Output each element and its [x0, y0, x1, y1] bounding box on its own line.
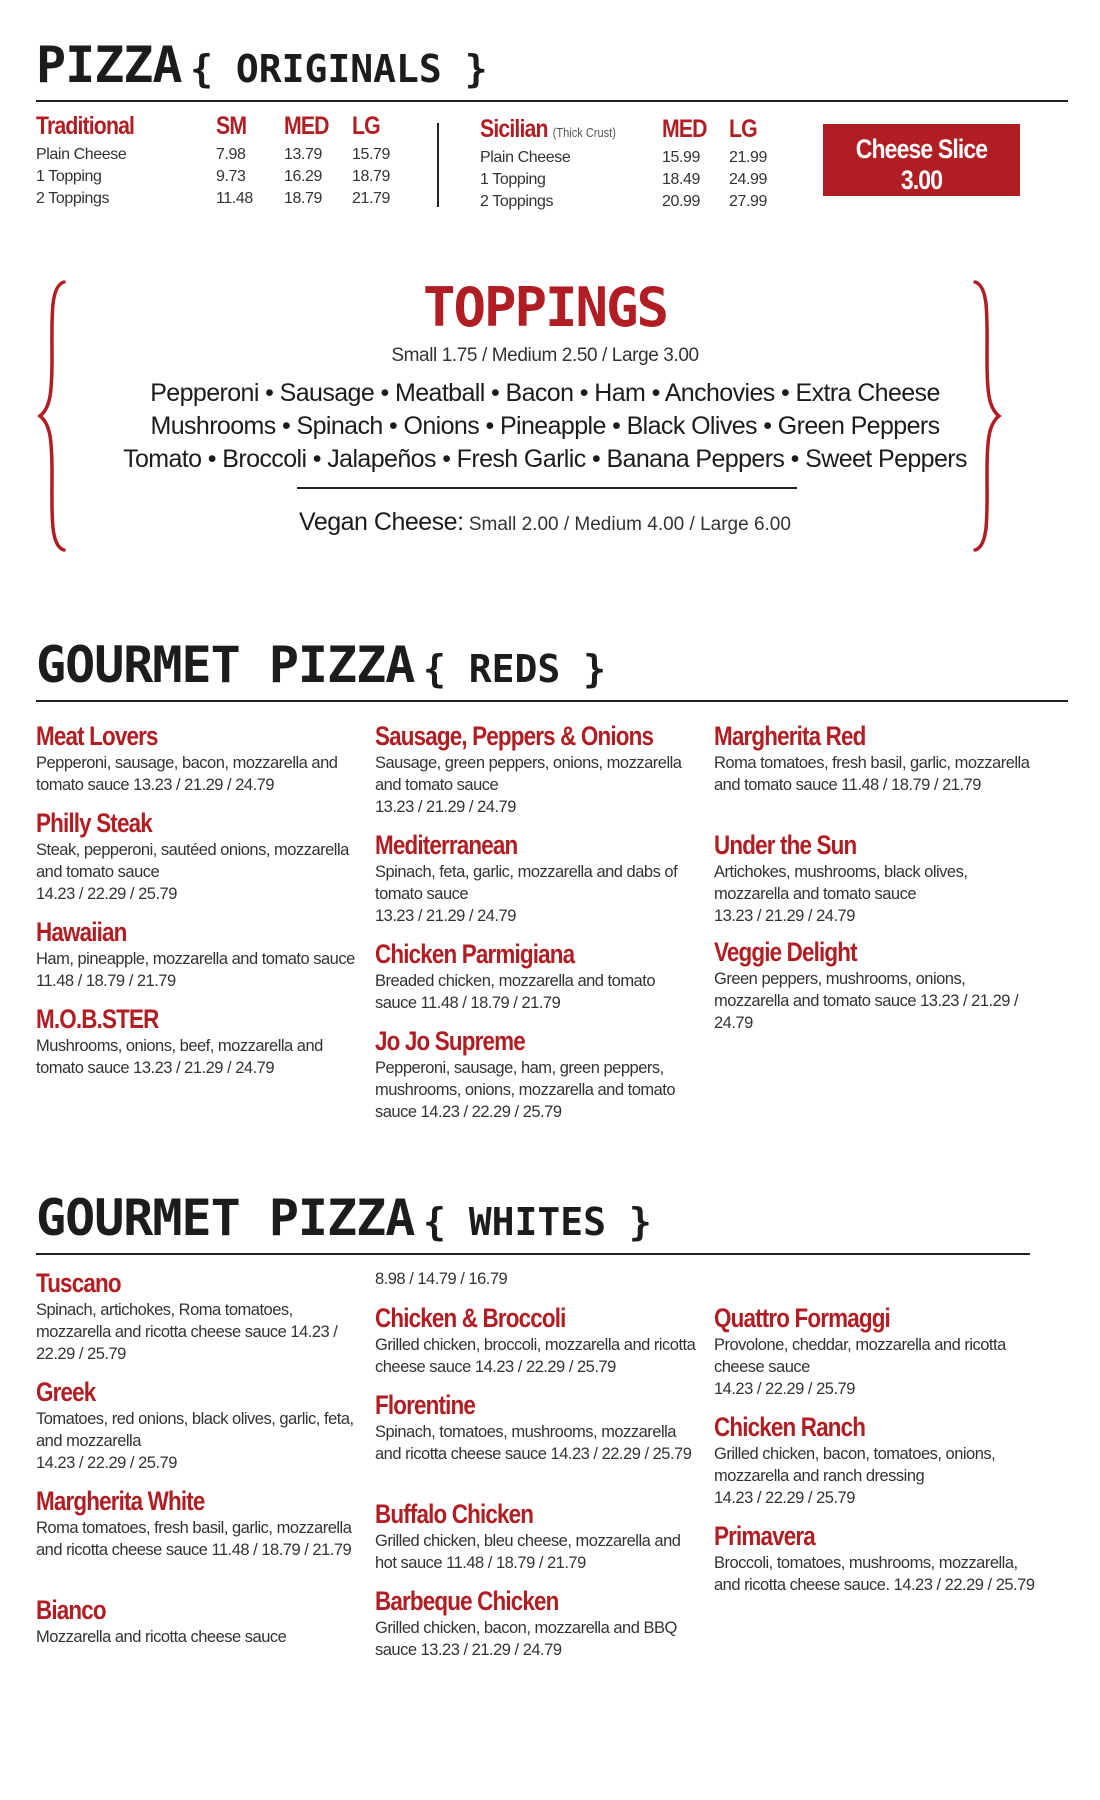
sicilian-price: 21.99	[729, 149, 768, 166]
menu-item	[375, 829, 697, 927]
item-desc: Grilled chicken, broccoli, mozzarella and ricotta cheese sauce 14.23 / 22.29 / 25.79	[375, 1336, 696, 1376]
bianco-price: 8.98 / 14.79 / 16.79	[375, 1270, 508, 1288]
menu-item	[36, 916, 358, 992]
menu-item	[375, 1585, 697, 1661]
traditional-row-name: 2 Toppings	[36, 190, 110, 207]
item-desc: Spinach, feta, garlic, mozzarella and dabs of tomato sauce	[375, 863, 678, 903]
originals-title-sub: { ORIGINALS }	[190, 47, 488, 91]
sicilian-label	[480, 115, 616, 144]
item-desc: Grilled chicken, bacon, mozzarella and BBQ sauce 13.23 / 21.29 / 24.79	[375, 1619, 677, 1659]
item-price: 14.23 / 22.29 / 25.79	[36, 1454, 177, 1472]
traditional-price: 21.79	[352, 190, 391, 207]
item-name: Under the Sun	[714, 830, 857, 860]
traditional-size-lg: LG	[352, 112, 380, 140]
item-name: M.O.B.STER	[36, 1004, 159, 1034]
sicilian-row-name: 1 Topping	[480, 171, 546, 188]
reds-title-main: GOURMET PIZZA	[36, 636, 415, 694]
menu-item	[36, 1485, 358, 1561]
sicilian-row-name: Plain Cheese	[480, 149, 571, 166]
menu-item	[36, 1376, 358, 1474]
item-desc: Artichokes, mushrooms, black olives, mozzarella and tomato sauce	[714, 863, 968, 903]
item-name: Chicken Parmigiana	[375, 939, 575, 969]
menu-item	[36, 807, 358, 905]
item-price: 14.23 / 22.29 / 25.79	[714, 1489, 855, 1507]
item-desc: Broccoli, tomatoes, mushrooms, mozzarella, and ricotta cheese sauce. 14.23 / 22.29 / 25.79	[714, 1554, 1035, 1594]
item-price: 13.23 / 21.29 / 24.79	[375, 798, 516, 816]
item-name: Mediterranean	[375, 830, 518, 860]
sicilian-price: 18.49	[662, 171, 701, 188]
menu-item	[714, 720, 1036, 796]
item-desc: Roma tomatoes, fresh basil, garlic, mozzarella and tomato sauce 11.48 / 18.79 / 21.79	[714, 754, 1030, 794]
item-name: Greek	[36, 1377, 96, 1407]
reds-title-sub: { REDS }	[422, 647, 607, 691]
item-name: Primavera	[714, 1521, 815, 1551]
item-name: Philly Steak	[36, 808, 152, 838]
vegan-cheese-prices: Small 2.00 / Medium 4.00 / Large 6.00	[468, 514, 791, 535]
toppings-list-line-1: Pepperoni • Sausage • Meatball • Bacon • Ham • Anchovies • Extra Cheese	[150, 379, 940, 407]
traditional-price: 11.48	[216, 190, 253, 207]
item-name: Hawaiian	[36, 917, 127, 947]
item-price: 14.23 / 22.29 / 25.79	[36, 885, 177, 903]
sicilian-row-name: 2 Toppings	[480, 193, 554, 210]
vegan-cheese-line	[0, 508, 1090, 537]
traditional-price: 7.98	[216, 146, 246, 163]
traditional-row-name: 1 Topping	[36, 168, 102, 185]
item-name: Buffalo Chicken	[375, 1499, 534, 1529]
menu-item	[375, 720, 697, 818]
originals-divider	[437, 123, 439, 207]
item-desc: Mushrooms, onions, beef, mozzarella and tomato sauce 13.23 / 21.29 / 24.79	[36, 1037, 323, 1077]
item-name: Chicken & Broccoli	[375, 1303, 566, 1333]
item-desc: Steak, pepperoni, sautéed onions, mozzarella and tomato sauce	[36, 841, 349, 881]
menu-item	[714, 1411, 1036, 1509]
item-name: Bianco	[36, 1595, 106, 1625]
item-desc: Pepperoni, sausage, bacon, mozzarella and tomato sauce 13.23 / 21.29 / 24.79	[36, 754, 338, 794]
menu-item	[375, 1498, 697, 1574]
traditional-size-sm: SM	[216, 112, 247, 140]
whites-heading	[36, 1189, 652, 1247]
menu-item	[375, 938, 697, 1014]
menu-item	[36, 1267, 358, 1365]
item-price: 13.23 / 21.29 / 24.79	[714, 907, 855, 925]
toppings-list-line-2: Mushrooms • Spinach • Onions • Pineapple • Black Olives • Green Peppers	[150, 412, 940, 440]
sicilian-price: 20.99	[662, 193, 701, 210]
menu-item	[36, 1003, 358, 1079]
traditional-row-name: Plain Cheese	[36, 146, 127, 163]
originals-title-main: PIZZA	[36, 36, 182, 94]
menu-item	[714, 1302, 1036, 1400]
item-desc: Grilled chicken, bleu cheese, mozzarella and hot sauce 11.48 / 18.79 / 21.79	[375, 1532, 681, 1572]
item-name: Sausage, Peppers & Onions	[375, 721, 654, 751]
menu-item	[714, 1520, 1036, 1596]
traditional-size-med: MED	[284, 112, 329, 140]
menu-item	[375, 1389, 697, 1465]
originals-rule	[36, 100, 1068, 102]
item-desc: Mozzarella and ricotta cheese sauce	[36, 1628, 287, 1646]
originals-heading	[36, 36, 488, 94]
toppings-prices: Small 1.75 / Medium 2.50 / Large 3.00	[391, 345, 699, 366]
item-desc: Green peppers, mushrooms, onions, mozzarella and tomato sauce 13.23 / 21.29 / 24.79	[714, 970, 1019, 1032]
item-name: Tuscano	[36, 1268, 121, 1298]
vegan-cheese-label: Vegan Cheese:	[299, 508, 464, 536]
item-name: Veggie Delight	[714, 937, 857, 967]
traditional-price: 9.73	[216, 168, 246, 185]
sicilian-note: (Thick Crust)	[552, 125, 616, 140]
item-desc: Sausage, green peppers, onions, mozzarella and tomato sauce	[375, 754, 682, 794]
toppings-title: TOPPINGS	[422, 276, 668, 339]
item-desc: Tomatoes, red onions, black olives, garlic, feta, and mozzarella	[36, 1410, 354, 1450]
item-name: Quattro Formaggi	[714, 1303, 890, 1333]
item-price: 13.23 / 21.29 / 24.79	[375, 907, 516, 925]
menu-item	[714, 936, 1036, 1034]
whites-rule	[36, 1253, 1030, 1255]
menu-item	[36, 1594, 358, 1648]
whites-title-main: GOURMET PIZZA	[36, 1189, 415, 1247]
sicilian-price: 27.99	[729, 193, 768, 210]
sicilian-price: 24.99	[729, 171, 768, 188]
cheese-slice-price: Cheese Slice 3.00	[855, 134, 988, 195]
traditional-price: 13.79	[284, 146, 323, 163]
item-price: 14.23 / 22.29 / 25.79	[714, 1380, 855, 1398]
item-desc: Spinach, artichokes, Roma tomatoes, mozzarella and ricotta cheese sauce 14.23 / 22.29 / 25.79	[36, 1301, 338, 1363]
item-desc: Ham, pineapple, mozzarella and tomato sauce 11.48 / 18.79 / 21.79	[36, 950, 355, 990]
sicilian-label-text: Sicilian	[480, 115, 548, 143]
menu-item	[375, 1302, 697, 1378]
traditional-label: Traditional	[36, 112, 135, 140]
item-name: Jo Jo Supreme	[375, 1026, 525, 1056]
cheese-slice-badge	[823, 124, 1020, 217]
item-desc: Breaded chicken, mozzarella and tomato sauce 11.48 / 18.79 / 21.79	[375, 972, 655, 1012]
toppings-rule	[297, 487, 797, 489]
item-name: Barbeque Chicken	[375, 1586, 559, 1616]
sicilian-price: 15.99	[662, 149, 701, 166]
menu-item	[36, 720, 358, 796]
toppings-list-line-3: Tomato • Broccoli • Jalapeños • Fresh Garlic • Banana Peppers • Sweet Peppers	[123, 445, 967, 473]
item-name: Margherita White	[36, 1486, 205, 1516]
traditional-price: 16.29	[284, 168, 323, 185]
item-name: Chicken Ranch	[714, 1412, 866, 1442]
item-desc: Pepperoni, sausage, ham, green peppers, mushrooms, onions, mozzarella and tomato sauce 14.23 / 22.29 / 25.79	[375, 1059, 676, 1121]
traditional-price: 18.79	[284, 190, 323, 207]
item-desc: Provolone, cheddar, mozzarella and ricotta cheese sauce	[714, 1336, 1006, 1376]
menu-item	[375, 1025, 697, 1123]
item-desc: Grilled chicken, bacon, tomatoes, onions, mozzarella and ranch dressing	[714, 1445, 996, 1485]
whites-title-sub: { WHITES }	[422, 1200, 652, 1244]
traditional-price: 18.79	[352, 168, 391, 185]
menu-item	[714, 829, 1036, 927]
reds-heading	[36, 636, 607, 694]
traditional-price: 15.79	[352, 146, 391, 163]
item-name: Florentine	[375, 1390, 476, 1420]
item-name: Meat Lovers	[36, 721, 158, 751]
item-desc: Spinach, tomatoes, mushrooms, mozzarella and ricotta cheese sauce 14.23 / 22.29 / 25.79	[375, 1423, 692, 1463]
slice-toppings-price: Toppings .50 Each	[855, 198, 988, 217]
reds-rule	[36, 700, 1068, 702]
sicilian-size-lg: LG	[729, 115, 757, 143]
item-name: Margherita Red	[714, 721, 866, 751]
item-desc: Roma tomatoes, fresh basil, garlic, mozzarella and ricotta cheese sauce 11.48 / 18.79 / 21.79	[36, 1519, 352, 1559]
sicilian-size-med: MED	[662, 115, 707, 143]
